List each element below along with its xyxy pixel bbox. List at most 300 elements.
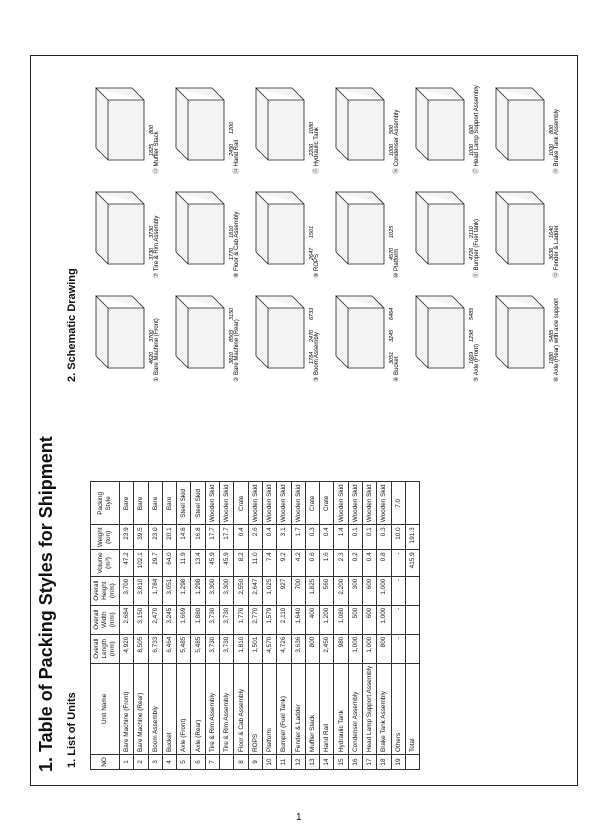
- cell-value: 3,636: [291, 634, 305, 663]
- cell-unit-name: Bare Machine (Front): [120, 663, 134, 754]
- cell-value: 3.1: [277, 525, 291, 550]
- table-row: [205, 482, 219, 770]
- dimension-label: 1080: [309, 121, 315, 134]
- cell-unit-name: Axle (Rear): [191, 663, 205, 754]
- dimension-label: 2110: [469, 226, 475, 238]
- cell-value: 5,485: [191, 634, 205, 663]
- cell-unit-name: Total: [405, 663, 419, 754]
- drawing-item: [96, 88, 160, 174]
- table-row: [220, 482, 234, 770]
- header-volume: Volume (m³): [91, 550, 120, 576]
- cell-value: 0.8: [377, 550, 391, 576]
- cell-value: -: [391, 576, 405, 605]
- drawing-sketch: [96, 296, 144, 368]
- cell-value: 1,579: [262, 605, 276, 634]
- cell-value: 1,880: [191, 605, 205, 634]
- cell-value: Wooden Skid: [220, 482, 234, 525]
- cell-value: Crate: [234, 482, 248, 525]
- cell-value: Wooden Skid: [277, 482, 291, 525]
- cell-unit-name: Hydraulic Tank: [334, 663, 348, 754]
- cell-value: 1,200: [320, 605, 334, 634]
- cell-value: [405, 482, 419, 525]
- cell-no: 18: [377, 755, 391, 770]
- cell-value: 45.9: [220, 550, 234, 576]
- cell-no: 10: [262, 755, 276, 770]
- drawing-caption: ⑨ ROPS: [314, 253, 320, 278]
- drawing-caption: ④ Bucket: [394, 356, 400, 382]
- cell-no: 6: [191, 755, 205, 770]
- cell-no: [220, 755, 234, 770]
- cell-value: 3,730: [220, 605, 234, 634]
- cell-value: 1,298: [177, 576, 191, 605]
- drawing-item: [416, 85, 480, 174]
- drawing-caption: ⑱ Brake Tank Assembly: [554, 109, 560, 174]
- drawing-sketch: [176, 192, 224, 264]
- cell-value: 2.6: [248, 525, 262, 550]
- cell-no: 16: [348, 755, 362, 770]
- drawing-item: [96, 296, 160, 382]
- drawing-caption: ⑤ Axle (Front): [474, 343, 480, 382]
- table-row: [377, 482, 391, 770]
- dimension-label: 1770: [229, 247, 235, 260]
- drawing-item: [96, 192, 160, 278]
- cell-value: 29.7: [148, 550, 162, 576]
- cell-value: 23.0: [148, 525, 162, 550]
- cell-value: 980: [334, 634, 348, 663]
- dimension-label: 1669: [469, 351, 475, 364]
- cell-value: 3,300: [220, 576, 234, 605]
- page-number: 1: [296, 812, 302, 823]
- cell-value: 8,505: [134, 634, 148, 663]
- table-row: [348, 482, 362, 770]
- cell-value: 1,000: [348, 634, 362, 663]
- drawing-caption: ⑬ Muffler Stack: [154, 131, 160, 174]
- table-row: [320, 482, 334, 770]
- cell-no: 13: [305, 755, 319, 770]
- dimension-label: 1200: [229, 121, 235, 134]
- drawing-sketch: [416, 296, 464, 368]
- cell-value: 600: [363, 576, 377, 605]
- cell-value: Bare: [162, 482, 176, 525]
- drawing-sketch: [176, 296, 224, 368]
- dimension-label: 2647: [309, 247, 315, 260]
- cell-value: Wooden Skid: [248, 482, 262, 525]
- cell-no: 1: [120, 755, 134, 770]
- drawing-sketch: [496, 296, 544, 368]
- cell-no: 7: [205, 755, 219, 770]
- cell-value: 20.1: [162, 525, 176, 550]
- cell-value: 1,770: [234, 605, 248, 634]
- cell-value: 1,810: [234, 634, 248, 663]
- cell-unit-name: Tire & Rim Assembly: [205, 663, 219, 754]
- cell-value: 1.4: [334, 525, 348, 550]
- cell-no: 14: [320, 755, 334, 770]
- cell-value: 47.2: [120, 550, 134, 576]
- cell-value: 700: [291, 576, 305, 605]
- drawing-item: [256, 296, 320, 382]
- cell-value: 3,245: [162, 605, 176, 634]
- drawing-item: [336, 192, 400, 278]
- cell-value: -: [391, 634, 405, 663]
- cell-value: 0.3: [377, 525, 391, 550]
- dimension-label: 3150: [229, 307, 235, 320]
- cell-value: 4,920: [120, 634, 134, 663]
- cell-no: 9: [248, 755, 262, 770]
- cell-value: Steel Skid: [191, 482, 205, 525]
- dimension-label: 3700: [149, 329, 155, 342]
- dimension-label: 4570: [389, 247, 395, 260]
- cell-value: 1,501: [248, 634, 262, 663]
- cell-value: 4,570: [262, 634, 276, 663]
- cell-unit-name: Boom Assembly: [148, 663, 162, 754]
- dimension-label: 1880: [549, 351, 555, 364]
- drawing-caption: ⑪ Bumper (Fuel tank): [474, 218, 480, 278]
- cell-value: 1,784: [148, 576, 162, 605]
- table-row: [363, 482, 377, 770]
- cell-value: 0.4: [320, 525, 334, 550]
- cell-value: 11.9: [177, 550, 191, 576]
- dimension-label: 6733: [309, 307, 315, 320]
- cell-value: 17.7: [220, 525, 234, 550]
- drawing-item: [416, 296, 480, 382]
- cell-value: 1,640: [291, 605, 305, 634]
- drawing-item: [336, 296, 400, 382]
- cell-value: 9.2: [277, 550, 291, 576]
- cell-value: 800: [305, 634, 319, 663]
- cell-no: 4: [162, 755, 176, 770]
- cell-no: 19: [391, 755, 405, 770]
- table-row: [405, 482, 419, 770]
- cell-value: Wooden Skid: [377, 482, 391, 525]
- cell-value: Wooden Skid: [363, 482, 377, 525]
- header-length: Overall Length (mm): [91, 634, 120, 663]
- drawing-sketch: [96, 88, 144, 160]
- units-table: [90, 481, 420, 770]
- drawing-caption: ⑥ Axle (Rear) with axle support: [554, 298, 560, 382]
- cell-value: 4.2: [291, 550, 305, 576]
- table-row: [162, 482, 176, 770]
- dimension-label: 1501: [309, 225, 315, 238]
- cell-value: 500: [348, 605, 362, 634]
- cell-unit-name: Floor & Cab Assembly: [234, 663, 248, 754]
- drawing-caption: ⑫ Fender & Ladder: [554, 225, 560, 278]
- drawing-sketch: [256, 296, 304, 368]
- cell-value: Wooden Skid: [262, 482, 276, 525]
- drawing-caption: ⑧ Floor & Cab Assembly: [234, 211, 240, 278]
- cell-unit-name: Bumper (Fuel Tank): [277, 663, 291, 754]
- dimension-label: 500: [389, 124, 395, 134]
- cell-value: 1,000: [363, 634, 377, 663]
- drawing-sketch: [336, 192, 384, 264]
- drawing-sketch: [496, 88, 544, 160]
- dimension-label: 4726: [469, 247, 475, 260]
- drawing-caption: ① Bare Machine (Front): [154, 318, 160, 382]
- cell-unit-name: Platform: [262, 663, 276, 754]
- cell-value: 11.0: [248, 550, 262, 576]
- cell-value: Wooden Skid: [348, 482, 362, 525]
- drawing-caption: ⑭ Hand Rail: [234, 139, 240, 174]
- cell-value: 102.1: [134, 550, 148, 576]
- table-row: [134, 482, 148, 770]
- drawing-caption: ③ Boom Assembly: [314, 331, 320, 382]
- dimension-label: 3245: [389, 329, 395, 342]
- cell-no: [405, 755, 419, 770]
- cell-value: 45.9: [205, 550, 219, 576]
- cell-value: 39.5: [134, 525, 148, 550]
- rotated-page: [30, 55, 578, 786]
- drawing-sketch: [336, 296, 384, 368]
- cell-value: [405, 576, 419, 605]
- cell-value: 2,647: [248, 576, 262, 605]
- cell-value: 415.9: [405, 550, 419, 576]
- dimension-label: 8505: [229, 329, 235, 342]
- cell-value: 800: [377, 634, 391, 663]
- cell-value: 0.4: [234, 525, 248, 550]
- dimension-label: 5485: [549, 329, 555, 342]
- drawing-caption: ⑦ Tire & Rim Assembly: [154, 215, 160, 278]
- cell-value: 5,485: [177, 634, 191, 663]
- dimension-label: 1298: [469, 329, 475, 342]
- cell-value: 1,825: [305, 576, 319, 605]
- cell-value: 1,000: [377, 576, 391, 605]
- table-body: [120, 482, 420, 770]
- cell-value: 2,110: [277, 605, 291, 634]
- cell-value: -: [391, 550, 405, 576]
- page-title: 1. Table of Packing Styles for Shipment: [36, 436, 56, 772]
- drawing-sketch: [176, 88, 224, 160]
- header-width: Overall Width (mm): [91, 605, 120, 634]
- table-row: [191, 482, 205, 770]
- dimension-label: 1000: [389, 143, 395, 156]
- cell-value: Bare: [148, 482, 162, 525]
- dimension-label: 2200: [309, 143, 315, 156]
- cell-no: 12: [291, 755, 305, 770]
- drawing-sketch: [336, 88, 384, 160]
- table-row: [248, 482, 262, 770]
- schematic-drawings: [82, 64, 572, 386]
- cell-value: 1,080: [334, 605, 348, 634]
- cell-value: 17.7: [205, 525, 219, 550]
- cell-value: 16.8: [191, 525, 205, 550]
- cell-unit-name: Others: [391, 663, 405, 754]
- cell-unit-name: Brake Tank Assembly: [377, 663, 391, 754]
- drawing-caption: ⑰ Head Lamp Support Assembly: [474, 85, 480, 174]
- cell-unit-name: Fender & Ladder: [291, 663, 305, 754]
- cell-value: 0.1: [348, 525, 362, 550]
- section-list-of-units: 1. List of Units: [66, 692, 78, 768]
- cell-value: 6,733: [148, 634, 162, 663]
- cell-no: 15: [334, 755, 348, 770]
- dimension-label: 6464: [389, 307, 395, 320]
- dimension-label: 3730: [149, 247, 155, 260]
- table-row: [305, 482, 319, 770]
- drawing-sketch: [256, 192, 304, 264]
- dimension-label: 5485: [469, 307, 475, 320]
- cell-value: 2,550: [234, 576, 248, 605]
- cell-value: Bare: [120, 482, 134, 525]
- cell-value: 600: [363, 605, 377, 634]
- dimension-label: 3810: [229, 351, 235, 364]
- drawing-item: [416, 192, 480, 278]
- cell-value: 3,700: [120, 576, 134, 605]
- table-row: [262, 482, 276, 770]
- cell-unit-name: Bucket: [162, 663, 176, 754]
- cell-value: 3,730: [205, 634, 219, 663]
- drawing-item: [256, 192, 320, 278]
- cell-no: 8: [234, 755, 248, 770]
- header-packing-style: Packing Style: [91, 482, 120, 525]
- dimension-label: 3051: [389, 351, 395, 364]
- section-schematic-drawing: 2. Schematic Drawing: [66, 268, 78, 382]
- cell-unit-name: Axle (Front): [177, 663, 191, 754]
- cell-value: Wooden Skid: [334, 482, 348, 525]
- cell-value: 1.6: [320, 550, 334, 576]
- cell-unit-name: Head Lamp Support Assembly: [363, 663, 377, 754]
- dimension-label: 1000: [549, 143, 555, 156]
- cell-value: 3,730: [220, 634, 234, 663]
- cell-value: [405, 605, 419, 634]
- table-row: [277, 482, 291, 770]
- table-row: [334, 482, 348, 770]
- cell-value: 23.9: [120, 525, 134, 550]
- dimension-label: 1025: [389, 225, 395, 238]
- cell-value: 2,770: [248, 605, 262, 634]
- header-weight: Weight (ton): [91, 525, 120, 550]
- cell-no: 3: [148, 755, 162, 770]
- drawing-sketch: [416, 88, 464, 160]
- drawing-item: [176, 88, 240, 174]
- cell-value: 1.7: [291, 525, 305, 550]
- cell-value: 7.4: [262, 550, 276, 576]
- cell-value: 4,726: [277, 634, 291, 663]
- dimension-label: 600: [469, 124, 475, 134]
- drawing-caption: ② Bare Machine (Rear): [234, 319, 240, 382]
- cell-unit-name: Hand Rail: [320, 663, 334, 754]
- drawing-item: [496, 192, 560, 278]
- drawing-sketch: [256, 88, 304, 160]
- cell-value: 3,051: [162, 576, 176, 605]
- cell-value: 400: [305, 605, 319, 634]
- drawing-item: [336, 88, 400, 174]
- cell-no: 17: [363, 755, 377, 770]
- cell-value: Crate: [305, 482, 319, 525]
- dimension-label: 800: [549, 124, 555, 134]
- cell-unit-name: Tire & Rim Assembly: [220, 663, 234, 754]
- cell-value: 3,810: [134, 576, 148, 605]
- drawing-item: [496, 88, 560, 174]
- table-row: [391, 482, 405, 770]
- drawing-caption: ⑩ Platform: [394, 248, 400, 278]
- drawing-sketch: [496, 192, 544, 264]
- cell-value: 13.4: [191, 550, 205, 576]
- cell-value: 0.6: [305, 550, 319, 576]
- cell-value: Steel Skid: [177, 482, 191, 525]
- cell-value: 3,300: [205, 576, 219, 605]
- dimension-label: 2450: [229, 143, 235, 156]
- dimension-label: 1825: [149, 143, 155, 156]
- cell-value: 3,730: [205, 605, 219, 634]
- dimension-label: 800: [149, 124, 155, 134]
- cell-value: 64.0: [162, 550, 176, 576]
- cell-value: 6,464: [162, 634, 176, 663]
- drawing-sketch: [96, 192, 144, 264]
- cell-value: 1,025: [262, 576, 276, 605]
- table-row: [291, 482, 305, 770]
- dimension-label: 1810: [229, 225, 235, 238]
- cell-value: 300: [348, 576, 362, 605]
- cell-no: 2: [134, 755, 148, 770]
- cell-unit-name: ROPS: [248, 663, 262, 754]
- header-no: NO: [91, 755, 120, 770]
- header-unit-name: Unit Name: [91, 663, 120, 754]
- drawing-caption: ⑯ Condenser Assembly: [394, 109, 400, 174]
- cell-value: 2.3: [334, 550, 348, 576]
- cell-value: 10.0: [391, 525, 405, 550]
- cell-value: 2,450: [320, 634, 334, 663]
- drawing-item: [256, 88, 320, 174]
- dimension-label: 1000: [469, 143, 475, 156]
- cell-value: 1,669: [177, 605, 191, 634]
- drawing-caption: ⑮ Hydraulic Tank: [314, 127, 320, 174]
- cell-value: 927: [277, 576, 291, 605]
- cell-value: 0.4: [262, 525, 276, 550]
- cell-value: [405, 634, 419, 663]
- dimension-label: 2470: [309, 329, 315, 342]
- table-header-row: [91, 482, 120, 770]
- table-row: [120, 482, 134, 770]
- drawing-item: [176, 192, 240, 278]
- cell-value: 7.0: [391, 482, 405, 525]
- cell-value: 8.2: [234, 550, 248, 576]
- dimension-label: 3730: [149, 225, 155, 238]
- cell-value: 191.3: [405, 525, 419, 550]
- dimension-label: 1640: [549, 225, 555, 238]
- cell-value: 0.4: [363, 550, 377, 576]
- cell-value: 14.8: [177, 525, 191, 550]
- cell-value: -: [391, 605, 405, 634]
- dimension-label: 3636: [549, 247, 555, 260]
- cell-no: 5: [177, 755, 191, 770]
- cell-value: 0.1: [363, 525, 377, 550]
- table-row: [177, 482, 191, 770]
- drawing-item: [176, 296, 240, 382]
- cell-no: 11: [277, 755, 291, 770]
- table-row: [148, 482, 162, 770]
- cell-value: Wooden Skid: [205, 482, 219, 525]
- cell-unit-name: Muffler Stack: [305, 663, 319, 754]
- cell-value: 1,000: [377, 605, 391, 634]
- cell-value: 0.2: [348, 550, 362, 576]
- cell-value: 0.3: [305, 525, 319, 550]
- cell-value: Bare: [134, 482, 148, 525]
- cell-value: 1,298: [191, 576, 205, 605]
- cell-value: 2,200: [334, 576, 348, 605]
- cell-value: Crate: [320, 482, 334, 525]
- cell-unit-name: Condenser Assembly: [348, 663, 362, 754]
- cell-value: Wooden Skid: [291, 482, 305, 525]
- cell-value: 2,470: [148, 605, 162, 634]
- dimension-label: 4620: [149, 351, 155, 364]
- dimension-label: 1784: [309, 351, 315, 364]
- cell-unit-name: Bare Machine (Rear): [134, 663, 148, 754]
- cell-value: 2,684: [120, 605, 134, 634]
- cell-value: 560: [320, 576, 334, 605]
- cell-value: 3,150: [134, 605, 148, 634]
- header-height: Overall Height (mm): [91, 576, 120, 605]
- drawing-item: [496, 296, 560, 382]
- drawing-sketch: [416, 192, 464, 264]
- table-row: [234, 482, 248, 770]
